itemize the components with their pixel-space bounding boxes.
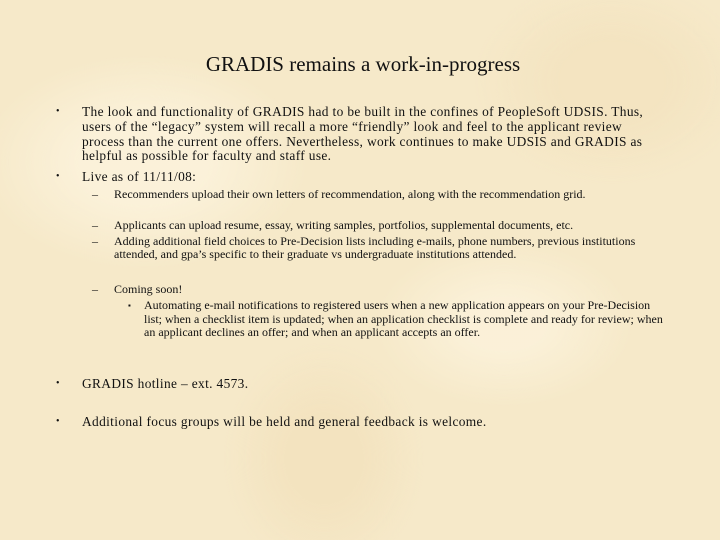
sub-bullet-text: Coming soon! bbox=[114, 282, 183, 296]
bullet-text: The look and functionality of GRADIS had to be built in the confines of PeopleSoft UDSIS. Thus, users of the “legacy” system will recall a more “friendly” look and feel to the applicant review process than the current one offers. Nevertheless, work continues to make UDSIS and GRADIS as helpful as possible for faculty and staff use. bbox=[82, 104, 644, 164]
sub-bullet-item bbox=[92, 283, 662, 296]
sub-bullet-text: Applicants can upload resume, essay, writing samples, portfolios, supplemental documents, etc. bbox=[114, 218, 574, 232]
bullet-item bbox=[56, 105, 666, 164]
bullet-text: GRADIS hotline – ext. 4573. bbox=[82, 376, 249, 391]
sub-sub-bullet-text: Automating e-mail notifications to registered users when a new application appears on your Pre-Decision list; when a checklist item is updated; when an application checklist is complete and ready for review; when an applicant declines an offer; and when an applicant accepts an offer. bbox=[144, 298, 663, 340]
square-marker: ▪ bbox=[128, 301, 131, 310]
dash-marker: – bbox=[92, 218, 98, 232]
sub-bullet-item bbox=[92, 219, 662, 232]
slide-title: GRADIS remains a work-in-progress bbox=[205, 52, 521, 76]
sub-bullet-text: Adding additional field choices to Pre-Decision lists including e-mails, phone numbers, previous institutions attended, and gpa’s specific to their graduate vs undergraduate institutions attended. bbox=[114, 234, 636, 262]
bullet-item bbox=[56, 415, 666, 430]
bullet-marker: • bbox=[56, 171, 60, 182]
dash-marker: – bbox=[92, 282, 98, 296]
bullet-text: Live as of 11/11/08: bbox=[82, 169, 197, 184]
sub-sub-bullet-item bbox=[128, 299, 668, 340]
dash-marker: – bbox=[92, 187, 98, 201]
sub-bullet-text: Recommenders upload their own letters of recommendation, along with the recommendation grid. bbox=[114, 187, 586, 201]
bullet-item bbox=[56, 170, 666, 185]
bullet-text: Additional focus groups will be held and general feedback is welcome. bbox=[82, 414, 487, 429]
bullet-item bbox=[56, 377, 666, 392]
bullet-marker: • bbox=[56, 416, 60, 427]
dash-marker: – bbox=[92, 234, 98, 248]
sub-bullet-item bbox=[92, 235, 662, 261]
bullet-marker: • bbox=[56, 106, 60, 117]
sub-bullet-item bbox=[92, 188, 662, 201]
bullet-marker: • bbox=[56, 378, 60, 389]
